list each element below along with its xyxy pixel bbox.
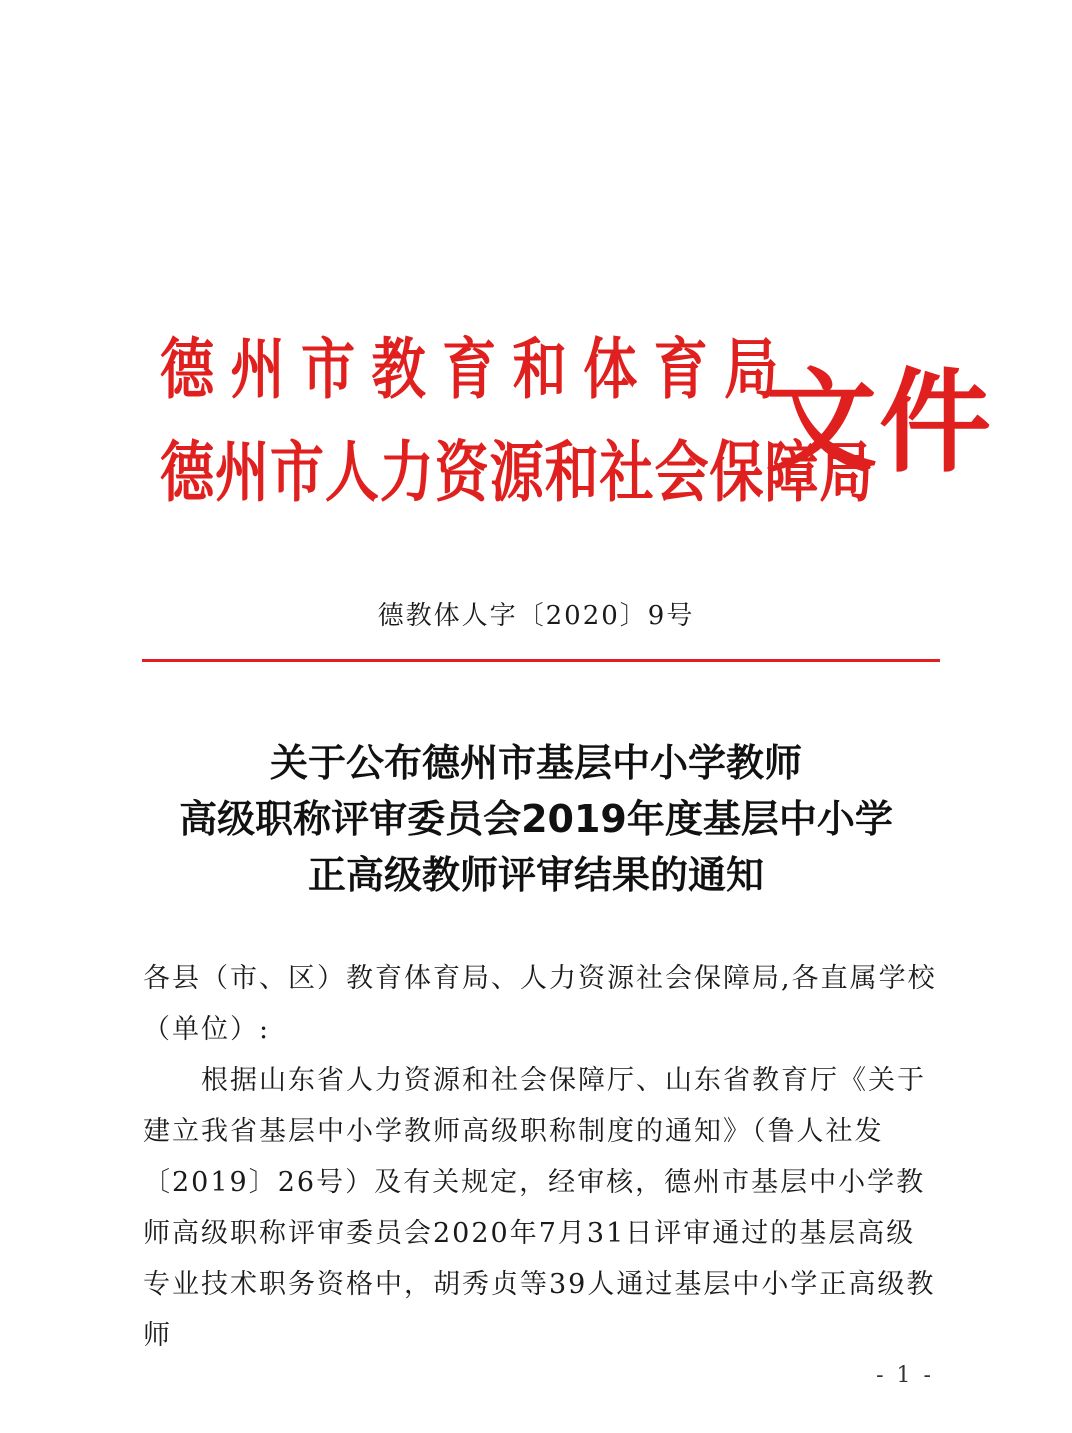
title-line-3: 正高级教师评审结果的通知 bbox=[307, 853, 764, 897]
masthead-issuer-education-bureau: 德州市教育和体育局 bbox=[160, 331, 795, 408]
document-title bbox=[0, 735, 1072, 903]
title-line-2: 高级职称评审委员会2019年度基层中小学 bbox=[179, 797, 893, 841]
title-line-1: 关于公布德州市基层中小学教师 bbox=[269, 741, 802, 785]
addressee: 各县（市、区）教育体育局、人力资源社会保障局,各直属学校（单位）: bbox=[143, 963, 937, 1045]
page-number: - 1 - bbox=[876, 1363, 934, 1388]
masthead-document-label: 文件 bbox=[765, 358, 993, 488]
document-number: 德教体人字〔2020〕9号 bbox=[377, 601, 695, 631]
red-divider-line bbox=[142, 659, 940, 662]
document-body bbox=[143, 953, 943, 1361]
masthead-issuer-hr-bureau: 德州市人力资源和社会保障局 bbox=[160, 434, 875, 511]
body-paragraph: 根据山东省人力资源和社会保障厅、山东省教育厅《关于建立我省基层中小学教师高级职称制度的通知》（鲁人社发〔2019〕26号）及有关规定，经审核，德州市基层中小学教师高级职称评审委员会2020年7月31日评审通过的基层高级专业技术职务资格中，胡秀贞等39人通过基层中小学正高级教师 bbox=[143, 1065, 936, 1351]
masthead bbox=[160, 318, 993, 518]
